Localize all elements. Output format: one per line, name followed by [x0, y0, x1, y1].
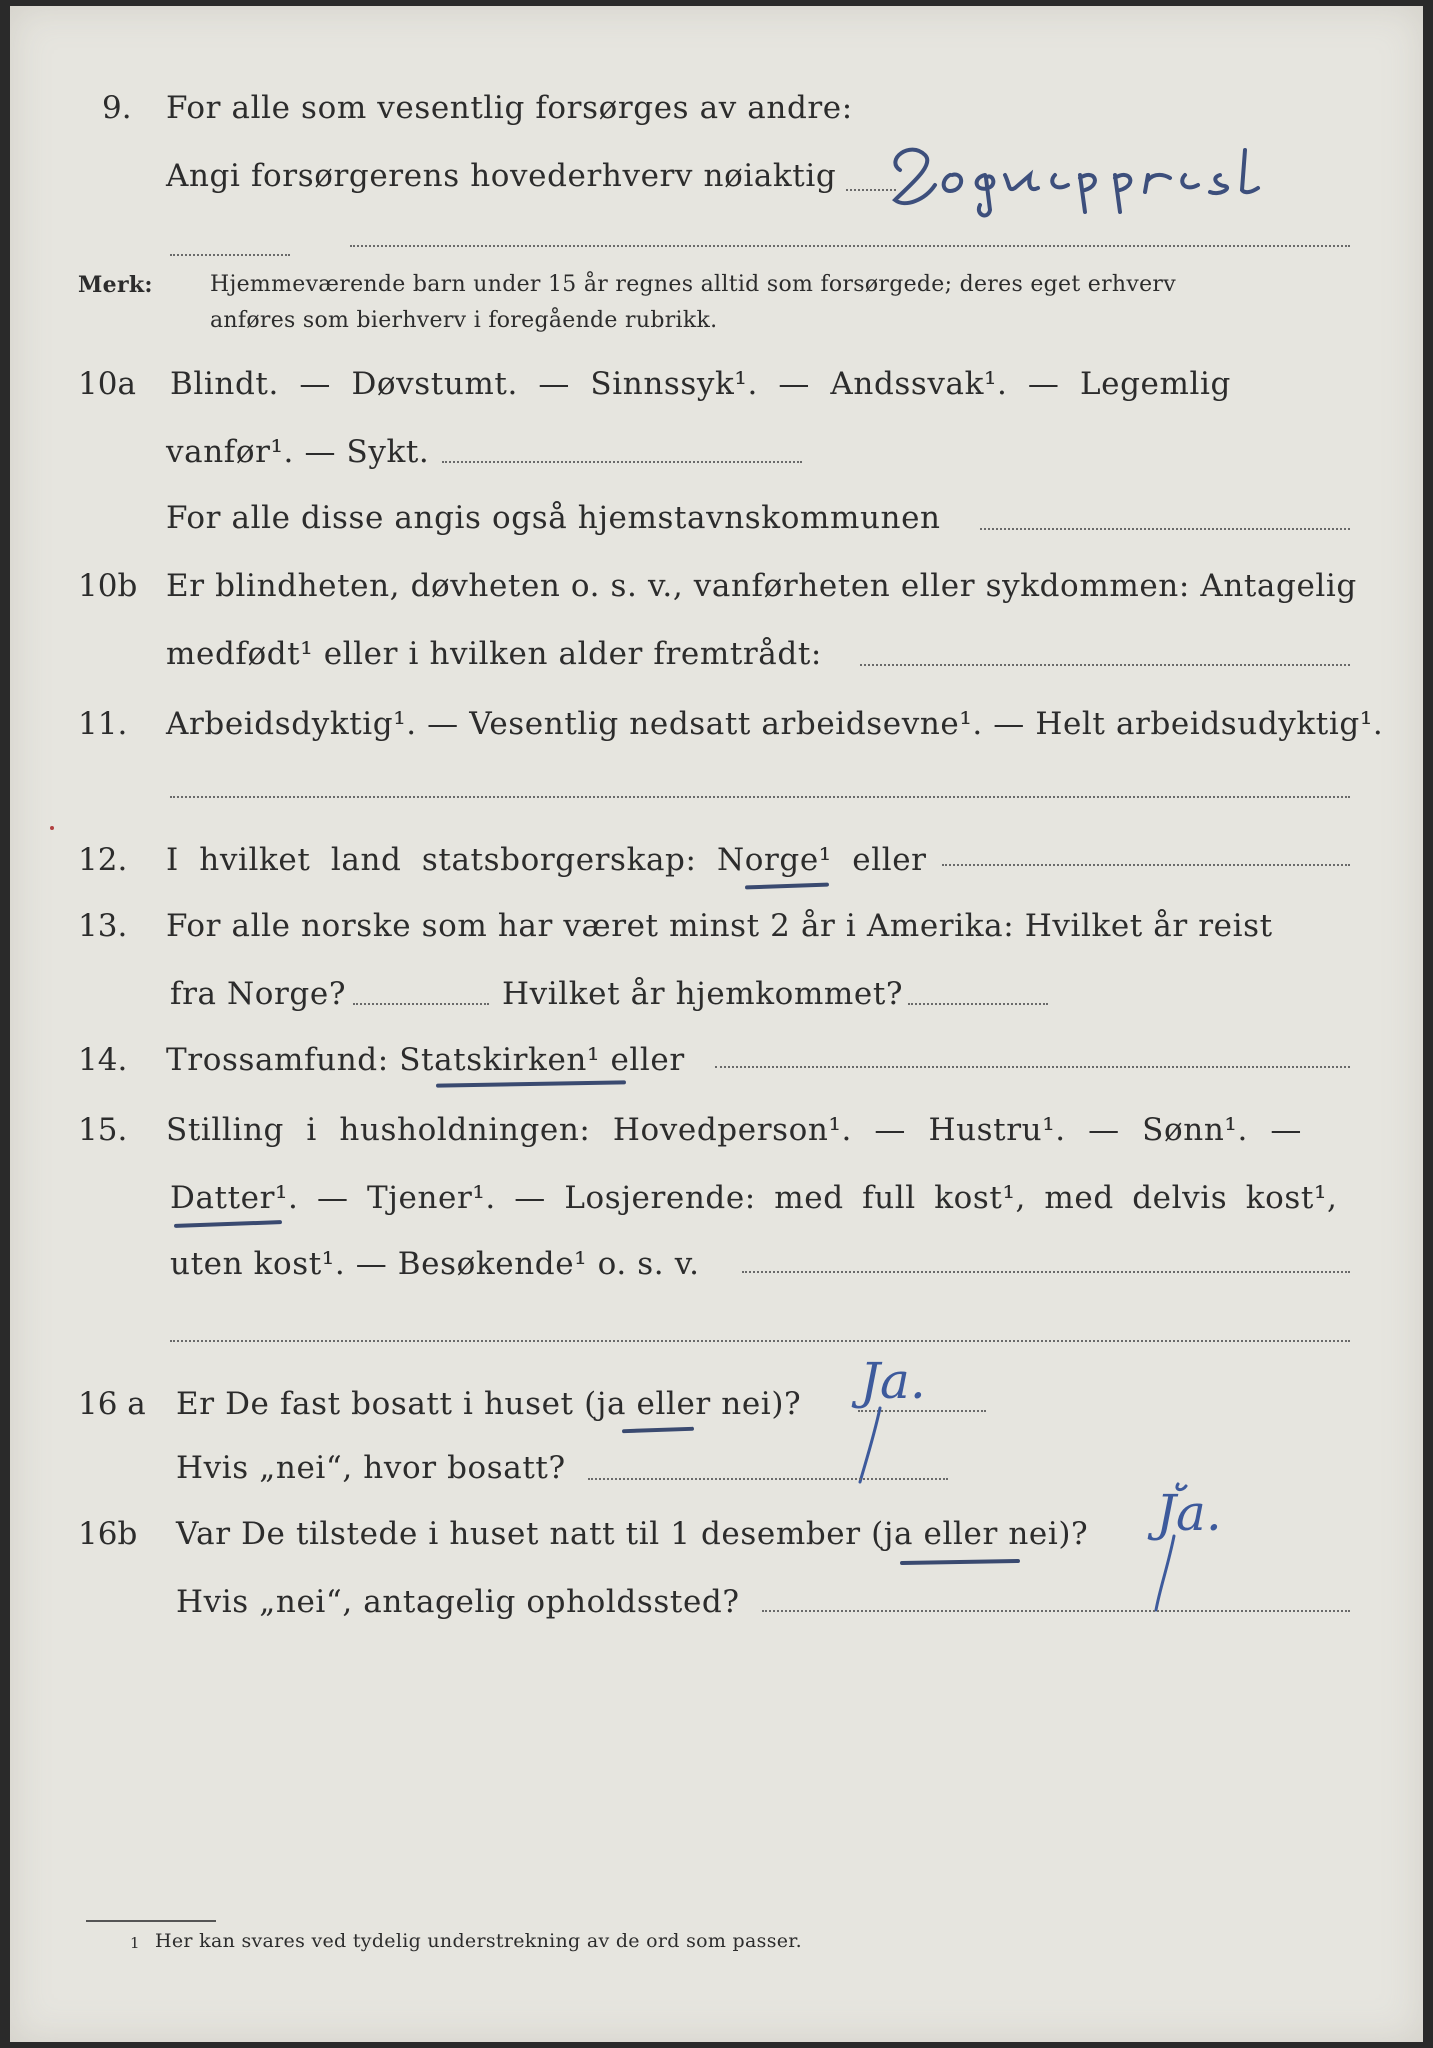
- q13-hjemkommet-line: [908, 1003, 1048, 1005]
- q10b-answer-line: [860, 664, 1350, 666]
- q16a-bosatt-line: [588, 1478, 948, 1480]
- q16a-pen-stroke: [850, 1406, 890, 1486]
- q16b-line2: Hvis „nei“, antagelig opholdssted?: [176, 1584, 740, 1620]
- paper-mark: [50, 826, 54, 830]
- q16a-number: 16 a: [78, 1386, 146, 1422]
- q15-datter-underline: [174, 1220, 282, 1228]
- q10a-hjemstavn-line: [980, 528, 1350, 530]
- q12-norge-underline: [745, 883, 829, 890]
- q14-answer-line: [715, 1066, 1350, 1068]
- merk-line2: anføres som bierhverv i foregående rubrikk.: [210, 308, 718, 333]
- q16a-line1: Er De fast bosatt i huset (ja eller nei)?: [176, 1386, 802, 1422]
- q11-answer-line: [170, 796, 1350, 798]
- q9-extra-line-left: [170, 254, 290, 256]
- q10b-number: 10b: [78, 568, 138, 604]
- q10a-line3: For alle disse angis også hjemstavnskommunen: [166, 500, 941, 536]
- q16a-ja-underline: [622, 1427, 694, 1434]
- q16b-pen-stroke: [1138, 1476, 1198, 1616]
- q15-line2: Datter¹. — Tjener¹. — Losjerende: med full kost¹, med delvis kost¹,: [170, 1180, 1338, 1216]
- q10a-line2: vanfør¹. — Sykt.: [166, 434, 430, 470]
- q12-answer-line: [942, 864, 1350, 866]
- q9-line1: For alle som vesentlig forsørges av andre:: [166, 90, 853, 126]
- q15-extra-line: [170, 1340, 1350, 1342]
- q9-number: 9.: [102, 90, 132, 126]
- q15-number: 15.: [78, 1112, 128, 1148]
- q16a-handwritten-answer: Ja.: [860, 1352, 926, 1410]
- q16a-line2: Hvis „nei“, hvor bosatt?: [176, 1450, 566, 1486]
- census-form-page: [10, 6, 1423, 2042]
- q16b-opholdssted-line: [762, 1610, 1350, 1612]
- q9-handwritten-answer: [880, 130, 1350, 220]
- q9-line2: Angi forsørgerens hovederhverv nøiaktig: [166, 158, 837, 194]
- q16b-handwritten-answer: Ja.: [1156, 1484, 1222, 1542]
- merk-line1: Hjemmeværende barn under 15 år regnes alltid som forsørgede; deres eget erhverv: [210, 272, 1176, 297]
- svg-text:Sognepræst: Sognepræst: [880, 130, 885, 131]
- q16b-line1: Var De tilstede i huset natt til 1 desember (ja eller nei)?: [176, 1516, 1089, 1552]
- q15-answer-line: [742, 1271, 1350, 1273]
- merk-label: Merk:: [78, 272, 153, 298]
- q13-line2b: Hvilket år hjemkommet?: [502, 976, 904, 1012]
- footnote-mark: 1: [130, 1934, 140, 1952]
- q13-number: 13.: [78, 908, 128, 944]
- q10a-syk-line: [442, 461, 802, 463]
- q12-line1: I hvilket land statsborgerskap: Norge¹ eller: [166, 842, 927, 878]
- q14-statskirken-underline: [436, 1080, 626, 1087]
- q13-line2a: fra Norge?: [170, 976, 347, 1012]
- q15-line1: Stilling i husholdningen: Hovedperson¹. — Hustru¹. — Sønn¹. —: [166, 1112, 1302, 1148]
- q10b-line2: medfødt¹ eller i hvilken alder fremtrådt:: [166, 636, 822, 672]
- footnote-rule: [86, 1920, 216, 1922]
- q11-number: 11.: [78, 706, 128, 742]
- q16b-number: 16b: [78, 1516, 138, 1552]
- q13-line1: For alle norske som har været minst 2 år i Amerika: Hvilket år reist: [166, 908, 1273, 944]
- q10a-line1: Blindt. — Døvstumt. — Sinnssyk¹. — Andssvak¹. — Legemlig: [170, 366, 1231, 402]
- q15-line3: uten kost¹. — Besøkende¹ o. s. v.: [170, 1246, 700, 1282]
- q13-reist-line: [353, 1003, 489, 1005]
- q10a-number: 10a: [78, 366, 136, 402]
- footnote-text: Her kan svares ved tydelig understrekning av de ord som passer.: [155, 1930, 802, 1952]
- q14-number: 14.: [78, 1042, 128, 1078]
- q16b-ja-underline: [900, 1559, 1020, 1565]
- q12-number: 12.: [78, 842, 128, 878]
- q14-line1: Trossamfund: Statskirken¹ eller: [166, 1042, 685, 1078]
- q11-line1: Arbeidsdyktig¹. — Vesentlig nedsatt arbeidsevne¹. — Helt arbeidsudyktig¹.: [166, 706, 1384, 742]
- q9-extra-line: [350, 245, 1350, 247]
- q10b-line1: Er blindheten, døvheten o. s. v., vanførheten eller sykdommen: Antagelig: [166, 568, 1357, 604]
